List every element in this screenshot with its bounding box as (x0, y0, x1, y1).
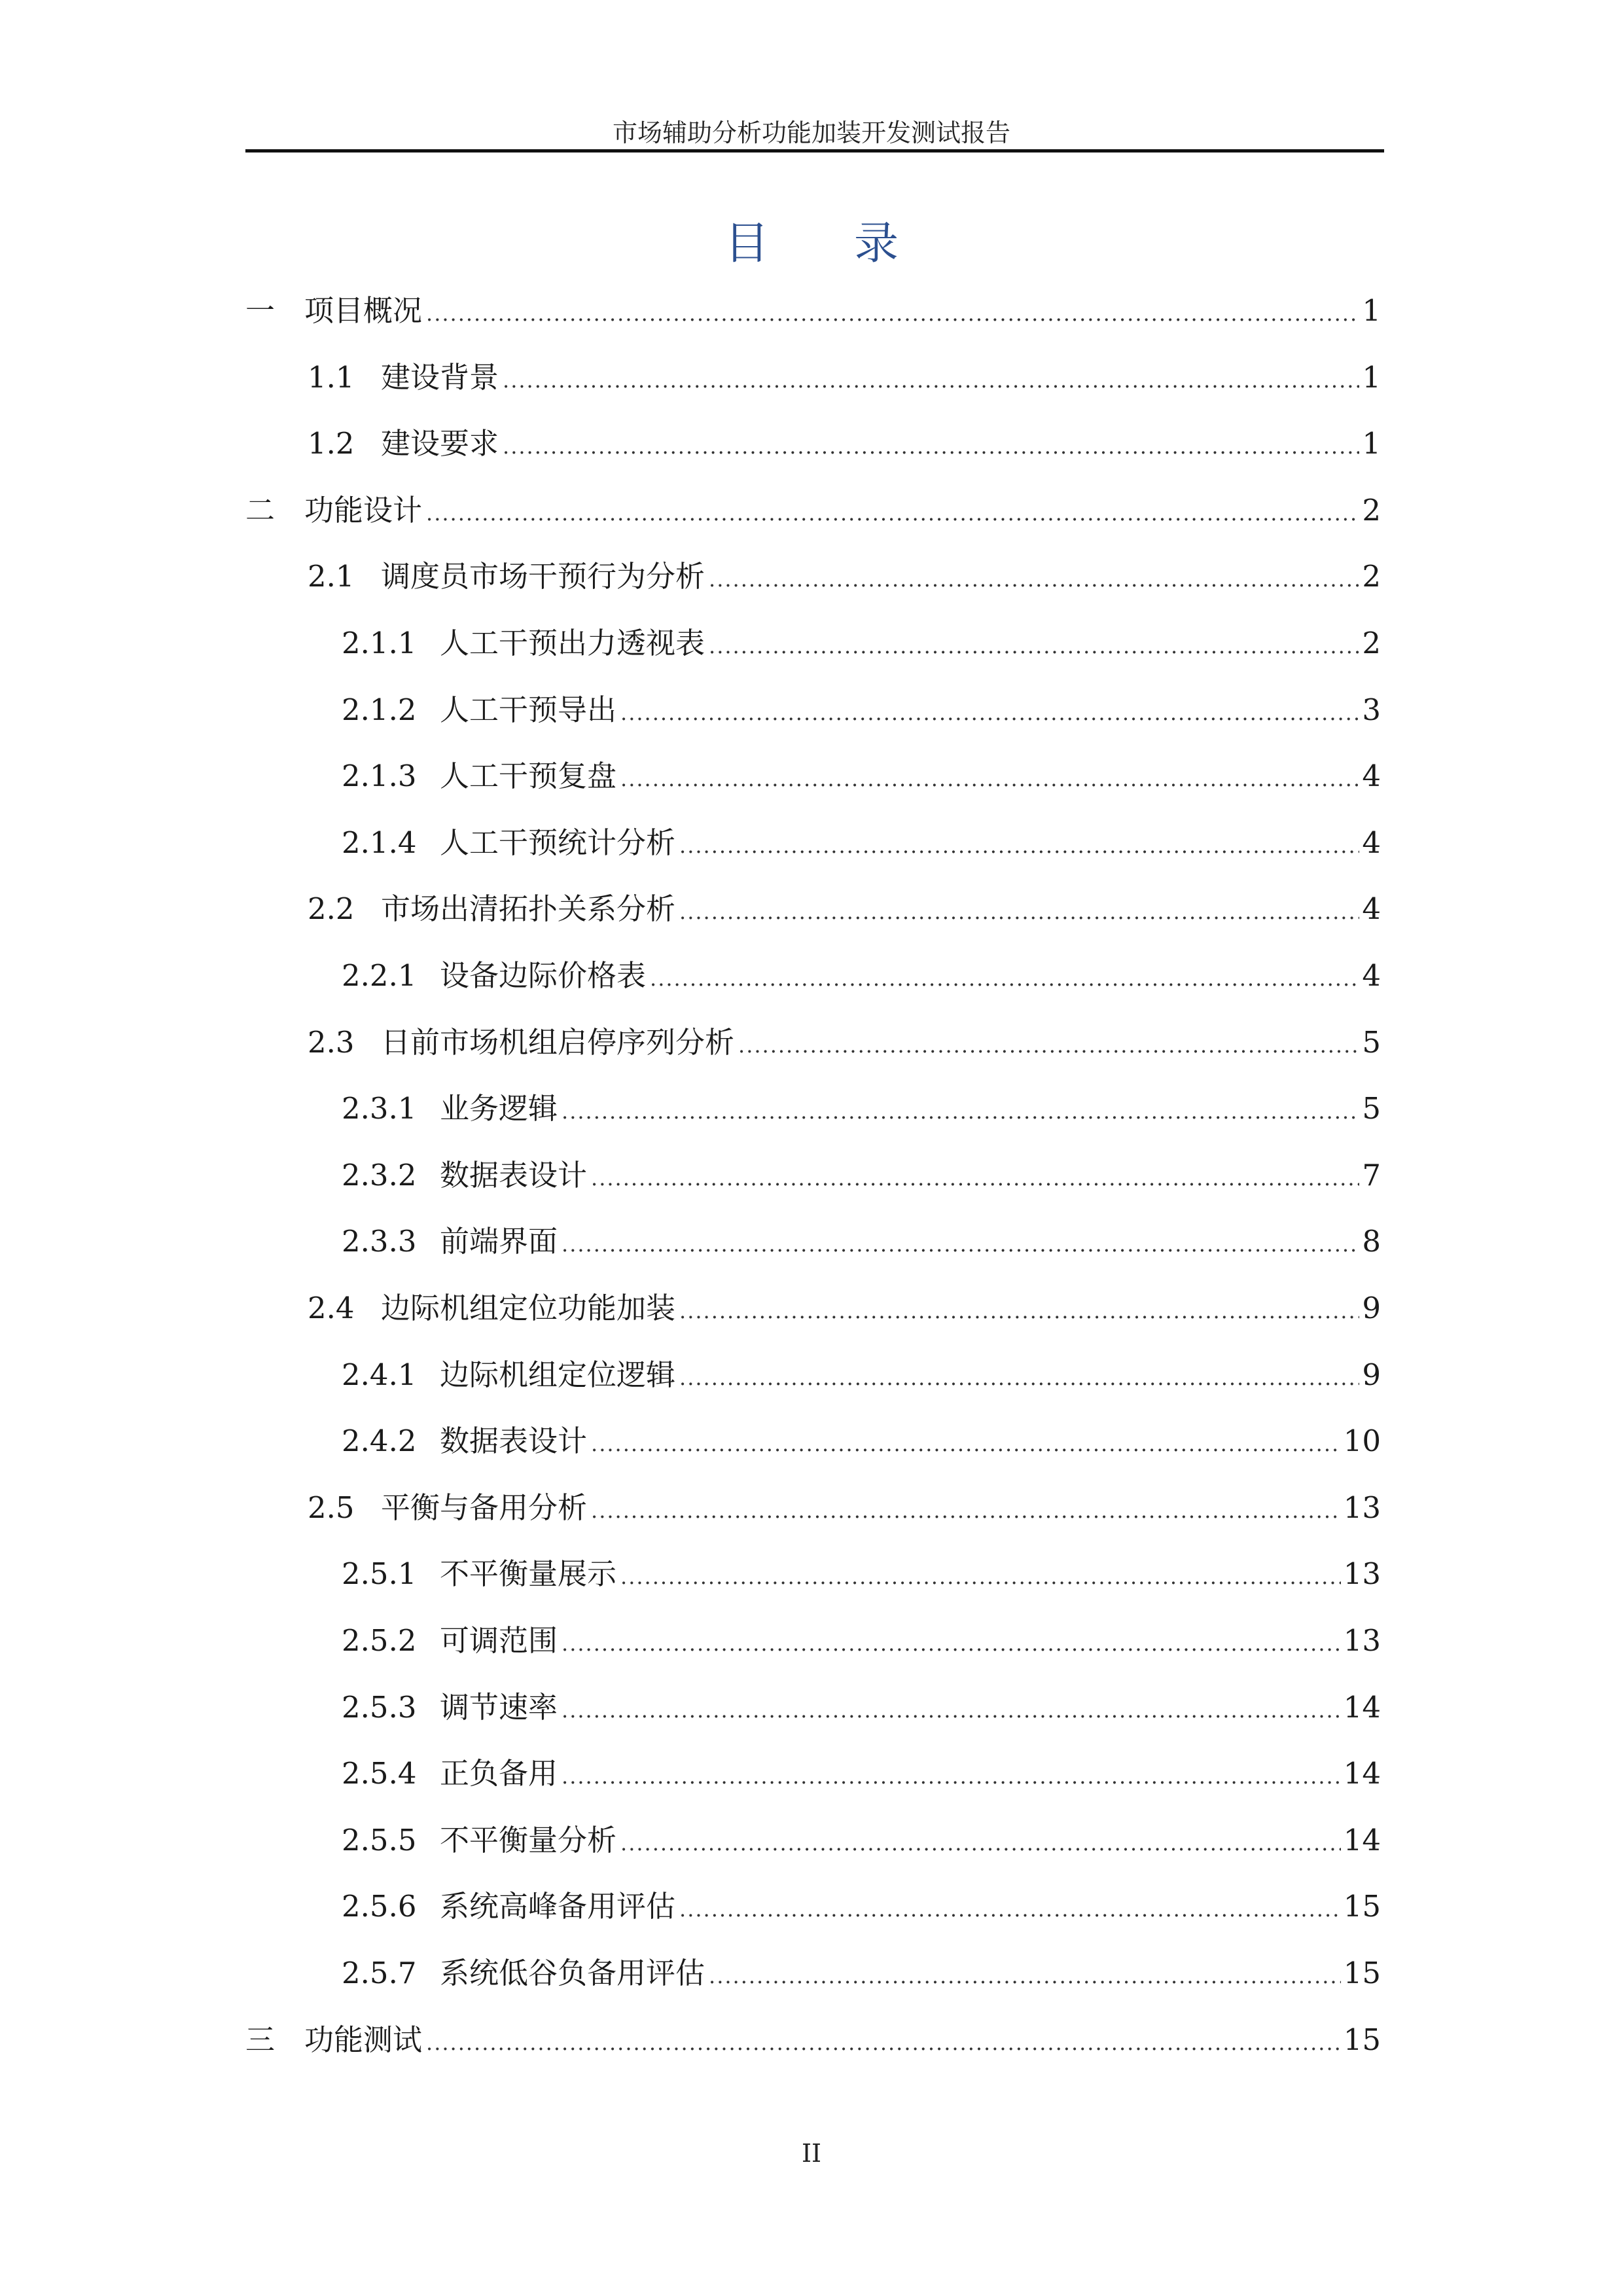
toc-entry[interactable] (342, 1355, 1381, 1395)
toc-entry-title: 功能设计 (304, 493, 423, 528)
toc-entry-title: 日前市场机组启停序列分析 (381, 1025, 735, 1060)
toc-entry-page: 10 (1343, 1424, 1381, 1458)
toc-entry-number: 2.5.7 (342, 1956, 417, 1990)
toc-entry-number: 1.1 (308, 360, 355, 395)
toc-entry-number: 2.5 (308, 1490, 355, 1525)
toc-leader-dots (709, 560, 1359, 599)
toc-entry-page: 8 (1362, 1224, 1381, 1259)
toc-entry-page: 15 (1343, 1956, 1381, 1990)
toc-entry-number: 一 (245, 293, 276, 328)
toc-entry[interactable] (308, 1023, 1381, 1062)
toc-entry-page: 7 (1362, 1158, 1381, 1193)
toc-leader-dots (562, 1092, 1359, 1131)
toc-entry-title: 前端界面 (440, 1224, 558, 1259)
toc-entry-number: 2.5.3 (342, 1690, 417, 1725)
toc-leader-dots (679, 1890, 1341, 1929)
toc-leader-dots (679, 892, 1359, 931)
page-number: II (801, 2139, 822, 2168)
toc-entry-page: 9 (1362, 1357, 1381, 1392)
toc-entry-title: 建设背景 (381, 360, 499, 395)
toc-leader-dots (620, 1823, 1341, 1863)
toc-entry-title: 调节速率 (440, 1690, 558, 1725)
toc-entry-number: 2.4.1 (342, 1357, 417, 1392)
toc-entry-number: 2.2 (308, 891, 355, 926)
toc-entry-title: 人工干预导出 (440, 692, 617, 727)
toc-entry-title: 人工干预复盘 (440, 759, 617, 793)
toc-entry[interactable] (342, 624, 1381, 663)
toc-entry-page: 5 (1362, 1091, 1381, 1126)
toc-entry[interactable] (245, 2020, 1381, 2060)
toc-entry-number: 2.4.2 (342, 1424, 417, 1458)
toc-entry-title: 建设要求 (381, 426, 499, 461)
toc-leader-dots (503, 427, 1359, 466)
toc-entry-number: 2.1.4 (342, 825, 417, 860)
toc-leader-dots (679, 1358, 1359, 1397)
toc-entry-title: 可调范围 (440, 1623, 558, 1658)
toc-entry-number: 2.1.2 (342, 692, 417, 727)
toc-heading-left: 目 (724, 218, 769, 270)
toc-entry-number: 2.1.3 (342, 759, 417, 793)
toc-entry-page: 1 (1362, 293, 1381, 328)
toc-entry[interactable] (308, 424, 1381, 463)
toc-entry-number: 2.3.1 (342, 1091, 417, 1126)
toc-entry-page: 4 (1362, 825, 1381, 860)
toc-entry[interactable] (342, 757, 1381, 796)
toc-leader-dots (426, 294, 1359, 333)
toc-leader-dots (562, 1225, 1359, 1264)
toc-leader-dots (709, 1956, 1341, 1996)
toc-entry[interactable] (245, 491, 1381, 530)
toc-entry-number: 二 (245, 493, 276, 528)
toc-entry-page: 4 (1362, 891, 1381, 926)
toc-entry-title: 功能测试 (304, 2022, 423, 2057)
toc-entry-page: 15 (1343, 2022, 1381, 2057)
toc-entry[interactable] (342, 1887, 1381, 1926)
toc-entry-page: 13 (1343, 1556, 1381, 1591)
toc-entry-title: 系统高峰备用评估 (440, 1889, 676, 1924)
toc-leader-dots (679, 826, 1359, 865)
toc-entry-title: 边际机组定位功能加装 (381, 1291, 676, 1325)
toc-leader-dots (591, 1424, 1341, 1463)
toc-entry-page: 13 (1343, 1490, 1381, 1525)
toc-entry[interactable] (342, 1222, 1381, 1261)
toc-entry[interactable] (342, 1821, 1381, 1860)
toc-entry-page: 14 (1343, 1756, 1381, 1791)
toc-entry[interactable] (308, 889, 1381, 929)
toc-entry-title: 平衡与备用分析 (381, 1490, 588, 1525)
toc-entry[interactable] (342, 956, 1381, 996)
toc-heading-right: 录 (854, 218, 899, 270)
toc-entry-number: 2.2.1 (342, 958, 417, 993)
toc-entry-page: 15 (1343, 1889, 1381, 1924)
toc-leader-dots (650, 959, 1359, 998)
toc-leader-dots (620, 693, 1359, 732)
toc-entry-title: 业务逻辑 (440, 1091, 558, 1126)
toc-entry-page: 13 (1343, 1623, 1381, 1658)
running-header: 市场辅助分析功能加装开发测试报告 (612, 118, 1010, 147)
toc-entry-number: 三 (245, 2022, 276, 2057)
toc-entry-title: 市场出清拓扑关系分析 (381, 891, 676, 926)
toc-entry-number: 2.4 (308, 1291, 355, 1325)
toc-entry-number: 2.3.3 (342, 1224, 417, 1259)
toc-entry-title: 人工干预统计分析 (440, 825, 676, 860)
toc-leader-dots (709, 626, 1359, 666)
toc-entry-number: 2.5.2 (342, 1623, 417, 1658)
header-rule (245, 149, 1384, 152)
toc-entry-number: 2.5.4 (342, 1756, 417, 1791)
toc-entry-title: 设备边际价格表 (440, 958, 647, 993)
toc-entry[interactable] (342, 1089, 1381, 1128)
toc-entry[interactable] (245, 291, 1381, 331)
toc-entry[interactable] (342, 1688, 1381, 1727)
toc-entry-title: 正负备用 (440, 1756, 558, 1791)
toc-entry-page: 2 (1362, 626, 1381, 660)
toc-entry-title: 不平衡量展示 (440, 1556, 617, 1591)
toc-entry[interactable] (308, 557, 1381, 596)
toc-entry-title: 边际机组定位逻辑 (440, 1357, 676, 1392)
toc-entry-title: 系统低谷负备用评估 (440, 1956, 705, 1990)
toc-leader-dots (620, 759, 1359, 798)
toc-entry-page: 4 (1362, 958, 1381, 993)
toc-entry-title: 数据表设计 (440, 1424, 588, 1458)
toc-entry[interactable] (342, 1156, 1381, 1195)
toc-entry-title: 项目概况 (304, 293, 423, 328)
toc-entry-title: 人工干预出力透视表 (440, 626, 705, 660)
toc-entry-page: 5 (1362, 1025, 1381, 1060)
toc-leader-dots (426, 2023, 1341, 2062)
toc-leader-dots (620, 1557, 1341, 1596)
toc-entry-page: 1 (1362, 426, 1381, 461)
toc-leader-dots (591, 1491, 1341, 1530)
toc-entry-title: 不平衡量分析 (440, 1823, 617, 1857)
toc-entry-page: 9 (1362, 1291, 1381, 1325)
toc-entry-page: 14 (1343, 1690, 1381, 1725)
toc-entry[interactable] (342, 1754, 1381, 1793)
toc-entry[interactable] (342, 1554, 1381, 1594)
toc-leader-dots (562, 1691, 1341, 1730)
toc-entry-title: 数据表设计 (440, 1158, 588, 1193)
toc-entry-page: 1 (1362, 360, 1381, 395)
toc-leader-dots (426, 493, 1359, 533)
toc-entry[interactable] (342, 1422, 1381, 1461)
toc-entry-page: 2 (1362, 559, 1381, 594)
toc-entry[interactable] (308, 1289, 1381, 1328)
toc-entry-page: 14 (1343, 1823, 1381, 1857)
toc-entry-page: 4 (1362, 759, 1381, 793)
toc-entry-title: 调度员市场干预行为分析 (381, 559, 705, 594)
toc-entry-number: 2.3 (308, 1025, 355, 1060)
toc-entry-page: 3 (1362, 692, 1381, 727)
toc-leader-dots (591, 1158, 1359, 1198)
toc-entry[interactable] (342, 1954, 1381, 1993)
toc-entry[interactable] (308, 1488, 1381, 1528)
toc-entry[interactable] (342, 1621, 1381, 1660)
toc-entry[interactable] (342, 823, 1381, 863)
toc-entry[interactable] (342, 691, 1381, 730)
toc-leader-dots (679, 1291, 1359, 1331)
toc-entry-number: 2.3.2 (342, 1158, 417, 1193)
toc-leader-dots (562, 1624, 1341, 1663)
toc-leader-dots (503, 361, 1359, 400)
toc-heading (0, 208, 1623, 272)
toc-entry-number: 2.1 (308, 559, 355, 594)
toc-entry[interactable] (308, 358, 1381, 397)
toc-entry-number: 2.5.6 (342, 1889, 417, 1924)
toc-entry-number: 2.1.1 (342, 626, 417, 660)
toc-entry-number: 2.5.5 (342, 1823, 417, 1857)
toc-entry-number: 1.2 (308, 426, 355, 461)
toc-entry-number: 2.5.1 (342, 1556, 417, 1591)
toc-leader-dots (738, 1026, 1359, 1065)
toc-leader-dots (562, 1757, 1341, 1796)
toc-entry-page: 2 (1362, 493, 1381, 528)
